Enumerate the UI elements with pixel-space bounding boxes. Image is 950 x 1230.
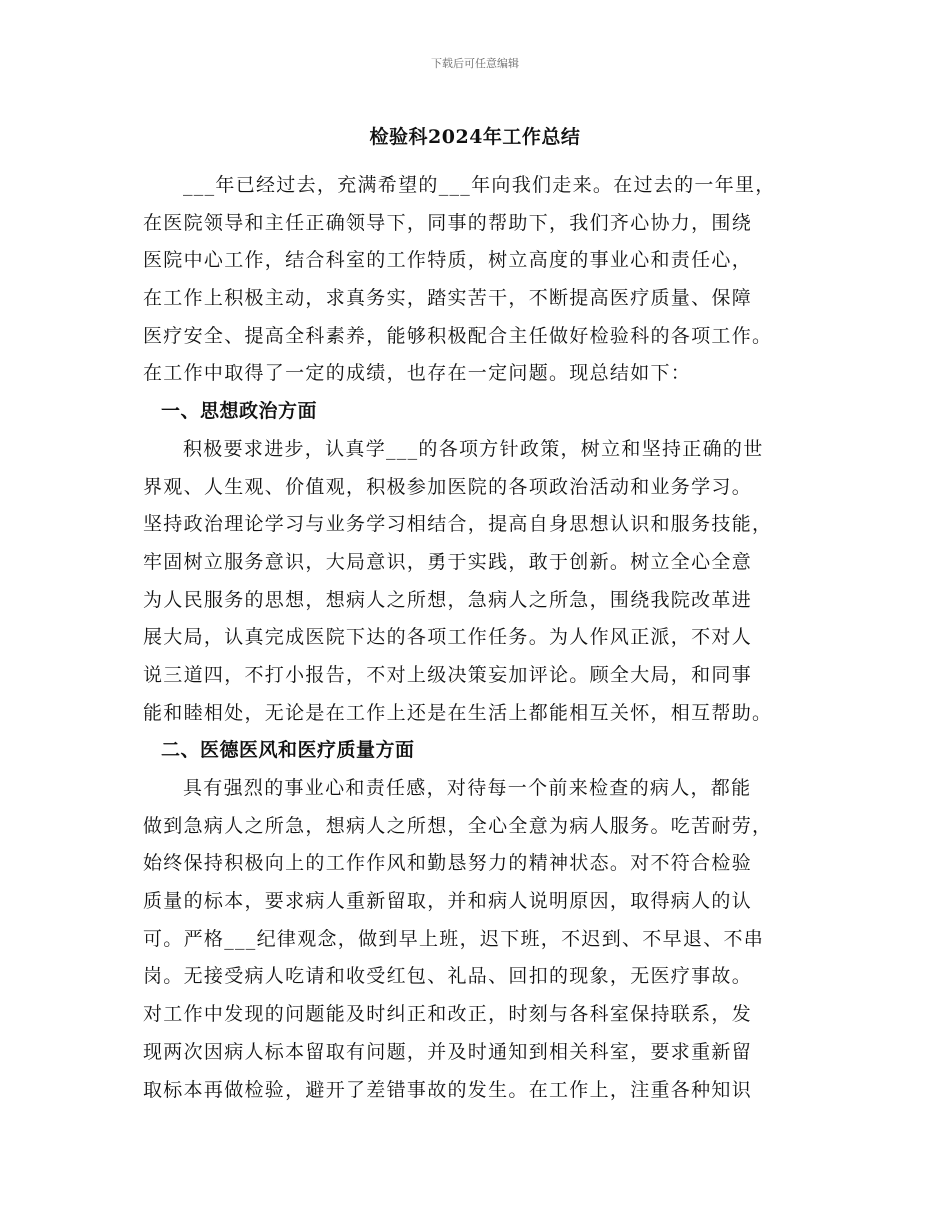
body-line: 能和睦相处，无论是在工作上还是在生活上都能相互关怀，相互帮助。 [143, 701, 773, 724]
body-line: 在医院领导和主任正确领导下，同事的帮助下，我们齐心协力，围绕 [143, 211, 753, 234]
body-line: 具有强烈的事业心和责任感，对待每一个前来检查的病人，都能 [183, 777, 752, 799]
body-line: 现两次因病人标本留取有问题，并及时通知到相关科室，要求重新留 [143, 1040, 753, 1063]
body-line: 积极要求进步，认真学___的各项方针政策，树立和坚持正确的世 [183, 437, 764, 460]
header-watermark: 下载后可任意编辑 [431, 57, 519, 70]
body-line: 界观、人生观、价值观，积极参加医院的各项政治活动和业务学习。 [143, 475, 753, 498]
section-heading: 二、医德医风和医疗质量方面 [161, 739, 415, 762]
body-line: 医疗安全、提高全科素养，能够积极配合主任做好检验科的各项工作。 [143, 324, 773, 347]
body-line: ___年已经过去，充满希望的___年向我们走来。在过去的一年里， [183, 174, 776, 196]
body-line: 医院中心工作，结合科室的工作特质，树立高度的事业心和责任心， [143, 249, 753, 272]
body-line: 坚持政治理论学习与业务学习相结合，提高自身思想认识和服务技能， [143, 513, 773, 536]
body-line: 展大局，认真完成医院下达的各项工作任务。为人作风正派，不对人 [143, 626, 753, 649]
document-body [143, 167, 827, 1109]
body-line: 取标本再做检验，避开了差错事故的发生。在工作上，注重各种知识 [143, 1078, 753, 1101]
body-line: 始终保持积极向上的工作作风和勤恳努力的精神状态。对不符合检验 [143, 852, 753, 875]
body-line: 在工作中取得了一定的成绩，也存在一定问题。现总结如下： [143, 362, 692, 385]
section-heading: 一、思想政治方面 [161, 400, 318, 423]
body-line: 在工作上积极主动，求真务实，踏实苦干，不断提高医疗质量、保障 [143, 287, 753, 310]
body-line: 可。严格___纪律观念，做到早上班，迟下班，不迟到、不早退、不串 [143, 927, 765, 950]
body-line: 对工作中发现的问题能及时纠正和改正，时刻与各科室保持联系，发 [143, 1003, 753, 1026]
body-line: 岗。无接受病人吃请和收受红包、礼品、回扣的现象，无医疗事故。 [143, 965, 753, 988]
body-line: 为人民服务的思想，想病人之所想，急病人之所急，围绕我院改革进 [143, 588, 753, 611]
body-line: 做到急病人之所急，想病人之所想，全心全意为病人服务。吃苦耐劳， [143, 814, 773, 837]
body-line: 质量的标本，要求病人重新留取，并和病人说明原因，取得病人的认 [143, 890, 753, 913]
body-line: 牢固树立服务意识，大局意识，勇于实践，敢于创新。树立全心全意 [143, 550, 753, 573]
document-title: 检验科2024年工作总结 [369, 126, 581, 148]
body-line: 说三道四，不打小报告，不对上级决策妄加评论。顾全大局，和同事 [143, 663, 753, 686]
